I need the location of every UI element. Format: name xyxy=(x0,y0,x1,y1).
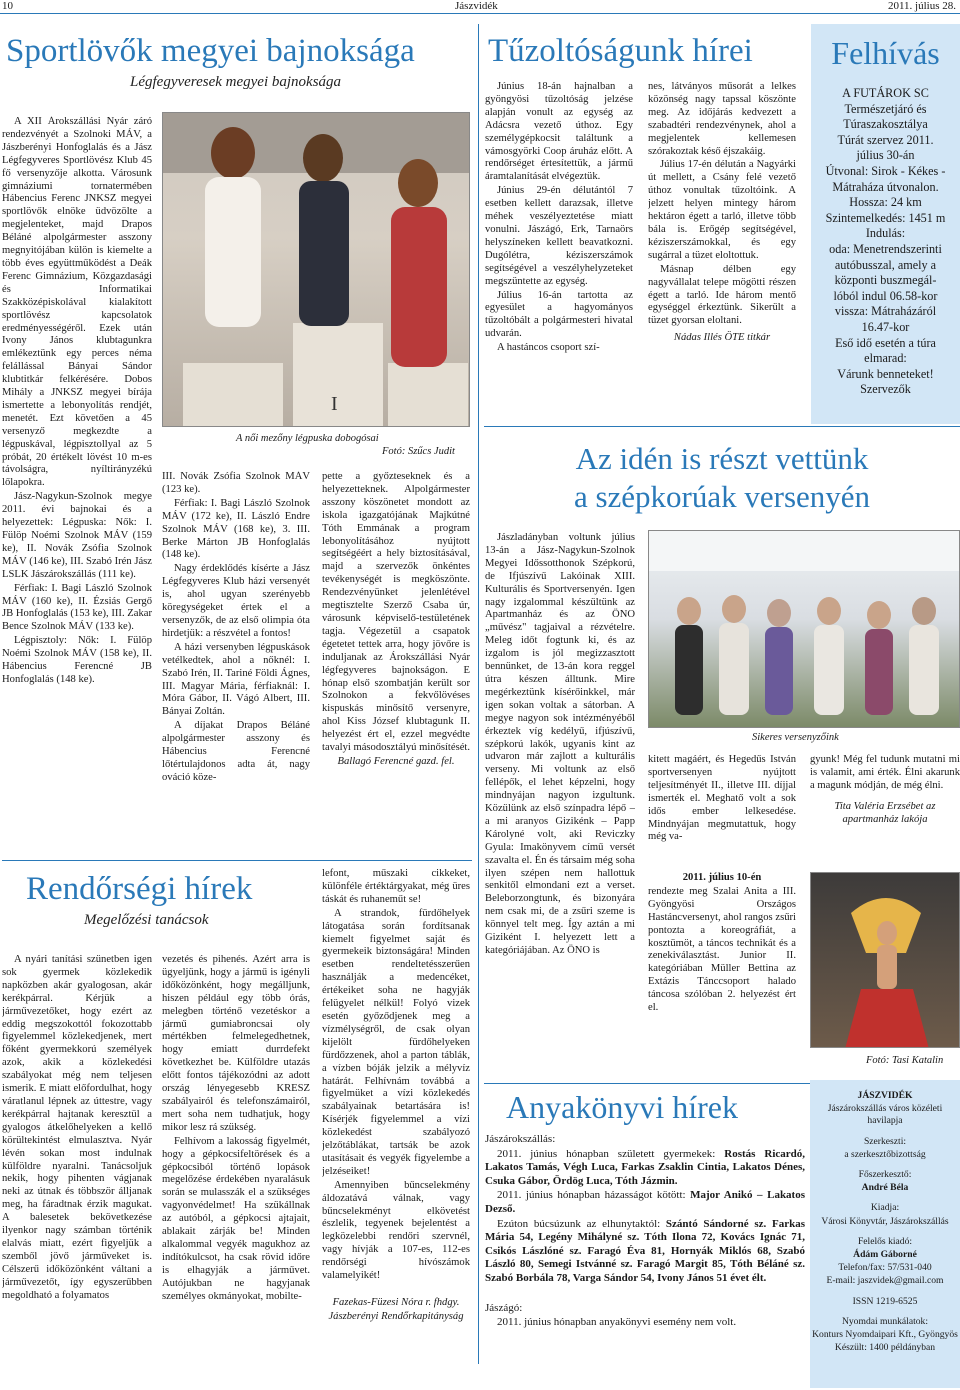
sport-photo-caption: A női mezőny légpuska dobogósai xyxy=(236,433,379,444)
sport-photo-credit: Fotó: Szűcs Judit xyxy=(382,446,455,457)
police-title: Rendőrségi hírek xyxy=(26,871,253,907)
registry-title: Anyakönyvi hírek xyxy=(506,1089,738,1125)
dancer-illustration xyxy=(811,873,960,1048)
police-column-3: lefont, műszaki cikkeket, különféle értéktárgyakat, még üres táskát és ruhaneműt se! A strandok, fürdőhelyek látogatása során fordítsanak kiemelt figyelmet saját és gyermekeik biztonságára! Minden esetben rendeltetésszerűen használják a medencéket, értékeiket soha ne hagyják felügyelet nélkül! Folyó vizek esetén győződjenek meg a vízmélységről, de csak olyan kijelölt fürdőhelyeken fürdőzzenek, ahol a parton táblák, a vízben bóják jelzik a mélyvíz határát. Felhívnám továbbá a figyelmüket a vízi közlekedés szabályainak betartására is! Kísérjék figyelemmel a vízi közlekedést szabályozó jelzőtáblákat, tartsák be azok utasításait és vegyék figyelembe a jelzéseiket! Amennyiben bűncselekmény áldozatává válnak, vagy bűncselekményt elkövetést észlelik, tegyenek bejelentést a legközelebbi rendőri szervnél, vagy hívják a 107-es, 112-es rendőrségi hívószámok valamelyikét! Fazekas-Füzesi Nóra r. fhdgy. Jászberényi Rendőrkapitányság xyxy=(322,868,470,1322)
sport-column-2: III. Novák Zsófia Szolnok MÁV (123 ke). Férfiak: I. Bagi László Szolnok MÁV (172 ke), II. László Endre Szolnok MÁV (168 ke), 3. III. Berke Márton JB Honfoglalás (148 ke). Nagy érdeklődés kísérte a Jász Légfegyveres Klub házi versenyét is, ahol ugyan szerényebb köregységeket értek el a versenyzők, de az első olimpia óta hirdetjük: a részvétel a fontos! A házi versenyben légpuskások vetélkedtek, ahol a nőknél: I. Szabó Irén, II. Tariné Földi Ágnes, III. Magyar Mária, férfiaknál: I. Móra Gábor, II. Vágó Albert, III. Bányai Zoltán. A díjakat Drapos Béláné alpolgármester asszony és Hábencius Ferencné lőtértulajdonos adta át, nagy ováció köze- xyxy=(162,471,310,783)
page-number: 10 xyxy=(2,0,13,12)
police-subtitle: Megelőzési tanácsok xyxy=(84,912,209,928)
senior-photo-caption: Sikeres versenyzőink xyxy=(752,732,839,743)
sport-title: Sportlövők megyei bajnoksága xyxy=(6,33,415,69)
police-column-1: A nyári tanítási szünetben igen sok gyermek közlekedik napközben akár gyalogosan, akár kerékpárral. Kérjük a járművezetőket, hogy ezért az eddig megszokottól fokozottabb figyelemmel közlekedjenek, mert főként gyermekkorú személyek azok, akik a közlekedési szabályokat még nem teljesen ismerik. E miatt előfordulhat, hogy váratlanul lépnek az úttestre, vagy kerékpárral hajtanak keresztül a gyalogos átkelőhelyeken a kellő körültekintést elmulasztva. Nyár lévén sokan most indulnak külföldre nyaralni. Tanácsoljuk nekik, hogy pihenten vágjanak neki az útnak és többször álljanak meg, ha fáradtnak érzik magukat. A balesetek bekövetkezése ilyenkor nagy számban történik elalvás miatt, ezért figyeljük a szemből jövő járműveket is. Célszerű időközönként váltani a járművezetőt, így egyszerűbben megoldható a folyamatos xyxy=(2,954,152,1301)
seniors-group-illustration xyxy=(649,531,960,728)
sport-column-3: pette a győzteseknek és a helyezetteknek. Alpolgármester asszony köszönetet mondott az iskola igazgatójának Majkútné Tóth Emmának a program lebonyolításához nyújtott segítségéért a hely biztosításával, majd a szervezők önkéntes tevékenységét is megköszönte. Rendezvényünket jelenlétével megtisztelte Szerző Csaba úr, városunk képviselő-testületének tagja. Végezetül a csapatok égetetet tettek arra, hogy jövőre is induljanak az Árokszállási Nyár légfegyveres bajnokságon. E hónap első szombatján került sor Szolnokon a fekvőlövéses kispuskás minősítő versenyre, ahol Kiss József klubtagunk II. helyezést ért el, ezzel megvédte tavalyi másodosztályú minősítését. Ballagó Ferencné gazd. fel. xyxy=(322,471,470,767)
sport-column-1: A XII Árokszállási Nyár záró rendezvényét a Szolnoki MÁV, a Jászberényi Honfoglalás és a Jász Légfegyveres Sportlövész Klub 45 fő versenyzője alkotta. Városunk gimnáziumi tornatermében Hábencius Ferenc JNKSZ megyei sportlövők elnöke üdvözölte a megjelenteket, majd Drapos Béláné alpolgármester asszony megnyitójában külön is kiemelte a több éves együttműködést a Deák Ferenc Gimnázium, Közgazdasági és Informatikai Szakközépiskolával kialakított sportlövész kapcsolatok eredményességéről. Ezek után Ivony János klubtagunkra emlékeztünk egy perces néma felállással Bányai Sándor klubtitkár felkérésére. Dobos Mihály a JNKSZ megyei bírája ismertette a lebonyolítás rendjét, menetét. Ezt követően a 45 versenyző megkezdte a légpuskával, légpisztollyal az 5 próbát, 20 értékelt lövést 10 m-es távolságra, nyíltirányzékú lőlapokra. Jász-Nagykun-Szolnok megye 2011. évi bajnokai és a helyezettek: Légpuska: Nők: I. Fülöp Noémi Szolnok MÁV (159 ke), II. Novák Zsófia Szolnok MÁV (146 ke), III. Szabó Irén Jász LSLK Jászárokszállás (111 ke). Férfiak: I. Bagi László Szolnok MÁV (160 ke), II. Ézsiás Gergő JB Honfoglalás (153 ke), III. Zakar Bence Szolnok MÁV (133 ke). Légpisztoly: Nők: I. Fülöp Noémi Szolnok MÁV (158 ke), II. Hábencius Ferencné JB Honfoglalás (148 ke). xyxy=(2,116,152,685)
notice-body: A FUTÁROK SC Természetjáró és Túraszakosztálya Túrát szervez 2011. július 30-án Útvonal: Sirok - Kékes - Mátraháza útvonalon. Hossza: 24 km Szintemelkedés: 1451 m Indulás: oda: Menetrendszerinti autóbusszal, amely a központi buszmegál- lóból indul 06.58-kor vissza: Mátraházáról 16.47-kor Eső idő esetén a túra elmarad: Várunk benneteket! Szervezők xyxy=(825,86,946,397)
page-header xyxy=(0,0,960,14)
dance-news: 2011. július 10-én rendezte meg Szalai Anita a III. Gyöngyösi Országos Hastáncversenyt, ahol rangos zsűri pontozta a koreográfiát, a kosztümöt, a táncos technikát és a zenekiválasztást. Junior II. kategóriában Müller Bettina az Extázis Tánccsoport halado táncosa szólóban 2. helyezést ért el. xyxy=(648,872,796,1014)
imprint-box: JÁSZVIDÉK Jászárokszállás város közéleti havilapja Szerkeszti: a szerkesztőbizottság Főszerkesztő: André Béla Kiadja: Városi Könyvtár, Jászárokszállás Felelős kiadó: Ádám Gáborné Telefon/fax: 57/531-040 E-mail: jaszvidek@gmail.com ISSN 1219-6525 Nyomdai munkálatok: Konturs Nyomdaipari Kft., Gyöngyös Készült: 1400 példányban xyxy=(810,1080,960,1388)
sport-subtitle: Légfegyveresek megyei bajnoksága xyxy=(130,74,342,90)
fire-column-1: Június 18-án hajnalban a gyöngyösi tűzoltóság jelzése alapján vonult az egység az Adácsra vezető úthoz. Egy személygépkocsit találtunk a vámosgyörki Coop áruház előtt. A rendőrséget értesítettük, a jármű áramtalanítását elvégeztük. Június 29-én délutántól 7 esetben kellett darazsak, illetve méhek veszélyeztetése miatt vonulni. Jászágó, Erk, Tarnaörs helyszíneken kellett beavatkozni. Dugólétra, kéziszerszámok segítségével a veszélyhelyzeteket megszüntette az egység. Július 16-án tartotta az egyesület a hagyományos tűzoltóbált a polgármesteri hivatal udvarán. A hastáncos csoport szí- xyxy=(485,81,633,354)
notice-title: Felhívás xyxy=(831,35,940,71)
police-column-2: vezetés és pihenés. Azért arra is ügyeljünk, hogy a jármű is igényli időközönként, hogy megálljunk, hiszen például egy több órás, melegben történő vezetéskor a jármű gumiabroncsai oly mértékben felmelegedhetnek, hogy emiatt durrdefekt következhet be. Külföldre utazás előtt fontos tájékozódni az adott ország lényegesebb KRESZ szabályairól és telefonszámairól, mert soha nem tudhatjuk, hogy mikor lesz rá szükség. Felhívom a lakosság figyelmét, hogy a gépkocsifeltörések és a gépkocsiból történő lopások megelőzése érdekében nyaralásuk során se mulasszák el a szükséges vagyonvédelmet! Ha szükállnak az autóból, a gépkocsi ajtajait, ablakait zárják be! Minden alkalommal vegyék magukhoz az indítókulcsot, ha csak rövid időre is elhagyják a járművet. Autójukban ne hagyjanak személyes okmányokat, mobilte- xyxy=(162,954,310,1302)
senior-signature: Tita Valéria Erzsébet az apartmanház lakója xyxy=(834,800,936,825)
senior-column-1: Jászladányban voltunk július 13-án a Jász-Nagykun-Szolnok Megyei Időssotthonok Szépkorú, de Ifjúszívű Lakóinak XIII. Kulturális és Sportversenyén. Igen nagy izgalommal készültünk az Apartmanház és az ÖNO „művész" tagjaival a rézvételre. Meleg időt fogtunk ki, és az izgalom is jól megizzasztott bennünket, de 13-án kora reggel útra készen álltunk. Mire megérkeztünk kísérőinkkel, már igen sokan voltak a sátorban. A megye nagyon sok intézményéből érkeztek víg kedélyű, ifjúszívű, szépkorú lakók, ugyanis kint az udvaron már zajlott a kulturális verseny. Mi voltunk az első fellépők, el lehet képzelni, hogy mindnyájan nagyon izgultunk. Közülünk az első színpadra lépő – a mi aranyos Gizikénk – Papp Károlyné volt, aki Reviczky Gyula: Imakönyvem című versét szavalta el. Én és társaim még soha ilyen szépen nem hallottuk senkitől elmondani ezt a verset. Beleborzongtunk, és bizonyára nem csak mi, de a zsűri szeme is könnyel telt meg. Így aztán a mi Giziként I. helyezett lett a kategóriájában. Az ÖNO is xyxy=(485,532,635,956)
fire-title: Tűzoltóságunk hírei xyxy=(488,33,753,69)
divider-senior xyxy=(484,426,960,427)
divider-registry xyxy=(484,1083,810,1084)
senior-column-3: gyunk! Még fel tudunk mutatni mi is valamit, ami érték. Élni akarunk a magunk módján, de még élni. Tita Valéria Erzsébet az apartmanház lakója xyxy=(810,754,960,825)
fire-signature: Nádas Illés ÖTE titkár xyxy=(673,332,771,344)
seniors-photo xyxy=(648,530,960,728)
police-signature-name: Fazekas-Füzesi Nóra r. fhdgy. xyxy=(332,1297,460,1308)
notice-box xyxy=(811,24,960,424)
imprint-name: JÁSZVIDÉK xyxy=(857,1090,913,1101)
dancer-photo xyxy=(810,872,960,1048)
podium-number: I xyxy=(331,393,338,415)
senior-column-2: kitett magáért, és Hegedűs István sportversenyen nyújtott teljesítményét II., illetve III. díjjal ismerték el. Meghatő volt a sok idős ember lelkesedése. Mindnyájan megmutattuk, hogy még va- xyxy=(648,754,796,843)
dance-photo-credit: Fotó: Tasi Katalin xyxy=(866,1055,944,1066)
fire-column-2: nes, látványos műsorát a lelkes közönség nagy tapssal köszönte meg. Az időjárás kedvezett a szabadtéri rendezvénynek, ahol a megjelentek kellemesen szórakoztak késő éjszakáig. Július 17-én délután a Nagyárki út mellett, a Csány felé vezető úthoz vonultak tűzoltóink. A jelzett helyen mintegy három hektáron égett a tarló, illetve több bála is. Erőgép segítségével, kéziszerszámokkal, és egy sugárral a tüzet eloltottuk. Másnap délben egy nagyvállalat telepe mögötti részen égett a tarló. Ide három mentő egységgel érkeztünk. Sikerült a tüzet gyorsan eloltani. Nádas Illés ÖTE titkár xyxy=(648,81,796,344)
shooters-photo xyxy=(162,112,470,427)
sport-signature: Ballagó Ferencné gazd. fel. xyxy=(337,755,455,767)
paper-name: Jászvidék xyxy=(455,0,498,12)
dance-lead: 2011. július 10-én xyxy=(682,872,762,883)
issue-date: 2011. július 28. xyxy=(887,0,956,12)
divider-police xyxy=(2,860,472,861)
shooters-podium-illustration xyxy=(163,113,470,427)
column-divider-left xyxy=(478,24,479,1364)
senior-title: Az idén is részt vettünk a szépkorúak versenyén xyxy=(573,441,871,514)
police-signature-org: Jászberényi Rendőrkapitányság xyxy=(328,1310,464,1322)
registry-body: Jászárokszállás: 2011. június hónapban született gyermekek: Rostás Ricardó, Lakatos Tamás, Végh Luca, Farkas Zsaklin Cintia, Lakatos Dénes, Csuka Gábor, Ördög Luca, Tóth Jázmin. 2011. június hónapban házasságot kötött: Major Anikó – Lakatos Dezső. Ezúton búcsúzunk az elhunytaktól: Szántó Sándorné sz. Farkas Mária 54, Legény Mihályné sz. Tóth Ilona 72, Kovács Ignác 71, Csikós Lászlóné sz. Faragó Éva 81, Hornyák Miklós 68, Szabó László 80, Semegi Istvánné sz. Faragó Margit 85, Tóth Béláné sz. Szabó Borbála 78, Varga Sándor 54, Ivony János 51 évet élt. Jászágó: 2011. június hónapban anyakönyvi esemény nem volt. xyxy=(485,1133,805,1329)
